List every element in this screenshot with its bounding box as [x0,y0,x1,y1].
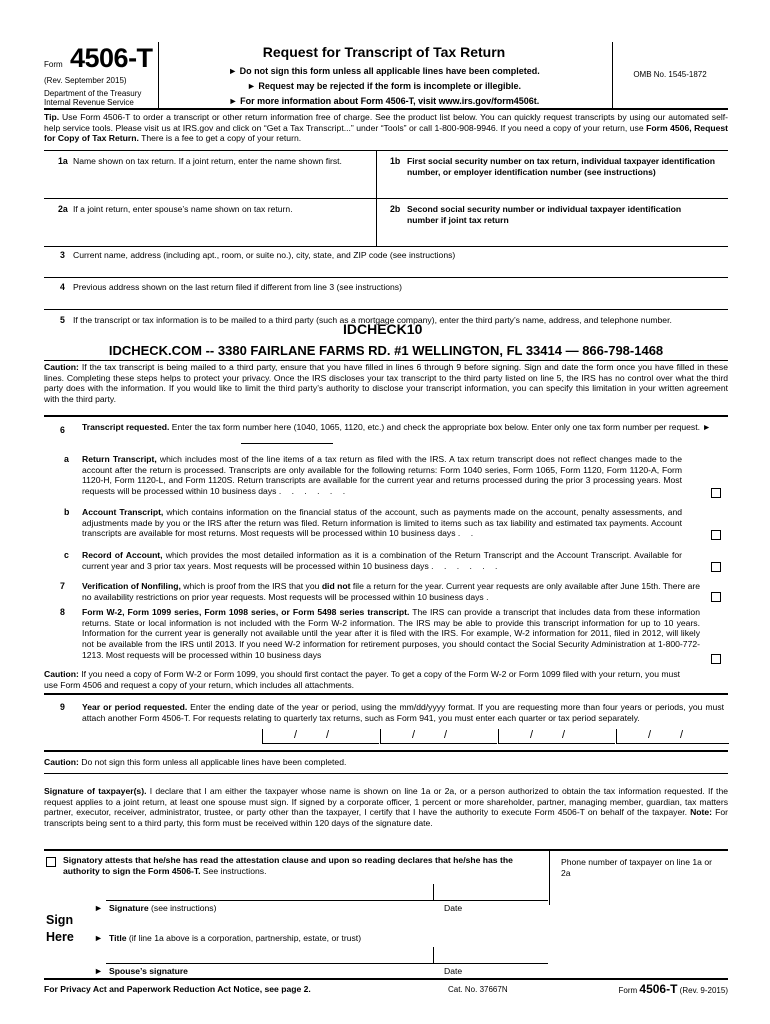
line-8-text: Form W-2, Form 1099 series, Form 1098 series, or Form 5498 series transcript. The IRS can provide a transcript that includes data from these information returns. State or local information is not included with the Form W-2 information. The IRS may be able to provide this transcript information for up to 10 years. Information for the current year is generally not available until the year after it is filed with the IRS. For example, W-2 information for 2011, filed in 2012, will likely not be available from the IRS until 2013. If you need W-2 information for retirement purposes, you should contact the Social Security Administration at 1-800-772-1213. Most requests will be processed within 10 business days [82,607,700,660]
line-6a-text: Return Transcript, which includes most of the line items of a tax return as filed with the IRS. A tax return transcript does not reflect changes made to the account after the return is processed. Transcripts are only available for the following returns: Form 1040 series, Form 1065, Form 1120, Form 1120-A, Form 1120-H, Form 1120-L, and Form 1120S. Return transcripts are available for the current year and returns processed during the prior 3 processing years. Most requests will be processed within 10 business days . . . . . . [82,454,682,497]
period-field-3[interactable] [498,729,615,744]
verification-nonfiling-checkbox[interactable] [711,592,721,602]
account-transcript-checkbox[interactable] [711,530,721,540]
title-arrow: ► [94,933,103,943]
line-1b-label[interactable]: First social security number on tax return, individual taxpayer identification number, or employer identification number (see instructions) [407,156,716,177]
line-2b-label[interactable]: Second social security number or individual taxpayer identification number if joint tax return [407,204,682,225]
notice-2: ► Request may be rejected if the form is incomplete or illegible. [247,81,521,91]
line-4-number: 4 [60,282,65,292]
signature-declaration: Signature of taxpayer(s). I declare that I am either the taxpayer whose name is shown on line 1a or 2a, or a person authorized to obtain the tax information requested. If the request applies to a joint return, at least one spouse must sign. If signed by a corporate officer, 1 percent or more shareholder, partner, managing member, guardian, tax matters partner, executor, receiver, administrator, trustee, or party other than the taxpayer, I certify that I have the authority to execute Form 4506-T on behalf of the taxpayer. Note: For transcripts being sent to a third party, this form must be received within 120 days of the signature date. [44,786,729,829]
agency: Internal Revenue Service [44,98,134,107]
notice-1: ► Do not sign this form unless all applicable lines have been completed. [228,66,540,76]
line-6b-letter: b [64,507,70,517]
line-9-number: 9 [60,702,65,712]
title-field-label[interactable]: Title (if line 1a above is a corporation, partnership, estate, or trust) [109,933,362,943]
privacy-notice: For Privacy Act and Paperwork Reduction Act Notice, see page 2. [44,984,311,994]
notice-3: ► For more information about Form 4506-T, visit www.irs.gov/form4506t. [228,96,540,106]
line-7-text: Verification of Nonfiling, which is proof from the IRS that you did not file a return for the year. Current year requests are only available after June 15th. There are no availability restrictions on prior year requests. Most requests will be processed within 10 business days . [82,581,701,602]
attestation-text: Signatory attests that he/she has read the attestation clause and upon so reading declares that he/she has the authority to sign the Form 4506-T. See instructions. [63,855,513,876]
line-6a-letter: a [64,454,69,464]
signature-arrow: ► [94,903,103,913]
form-revision: (Rev. September 2015) [44,76,127,85]
omb-number: OMB No. 1545-1872 [633,70,707,79]
line-1a-label[interactable]: Name shown on tax return. If a joint return, enter the name shown first. [73,156,342,166]
line-3-label[interactable]: Current name, address (including apt., room, or suite no.), city, state, and ZIP code (see instructions) [73,250,456,260]
form-label: Form [44,60,63,69]
form-number: 4506-T [70,43,153,73]
caution-w2-copy: Caution: If you need a copy of Form W-2 or Form 1099, you should first contact the payer. To get a copy of the Form W-2 or Form 1099 filed with your return, you must use Form 4506 and request a copy of your return, which includes all attachments. [44,669,681,690]
tip-paragraph: Tip. Use Form 4506-T to order a transcript or other return information free of charge. See the product list below. You can quickly request transcripts by using our automated self-help service tools. Please visit us at IRS.gov and click on “Get a Tax Transcript...” under “Tools” or call 1-800-908-9946. If you need a copy of your return, use Form 4506, Request for Copy of Tax Return. There is a fee to get a copy of your return. [44,112,729,144]
period-field-4[interactable] [616,729,729,744]
attestation-checkbox[interactable] [46,857,56,867]
line-6c-text: Record of Account, which provides the most detailed information as it is a combination of the Return Transcript and the Account Transcript. Available for current year and 3 prior tax years. Most requests will be processed within 10 business days . . . . . . [82,550,682,571]
line-2b-number: 2b [390,204,401,214]
line-6b-text: Account Transcript, which contains information on the financial status of the account, such as payments made on the account, penalty assessments, and adjustments made by you or the IRS after the return was filed. Return information is limited to items such as tax liability and estimated tax payments. Account transcripts are available for most returns. Most requests will be processed within 10 business days . . [82,507,683,539]
spouse-arrow: ► [94,966,103,976]
line-5-number: 5 [60,315,65,325]
period-field-2[interactable] [380,729,497,744]
line-2a-label[interactable]: If a joint return, enter spouse’s name shown on tax return. [73,204,293,214]
line-6c-letter: c [64,550,69,560]
line-5-label: If the transcript or tax information is to be mailed to a third party (such as a mortgage company), enter the third party’s name, address, and telephone number. [73,315,672,325]
line-9-text: Year or period requested. Enter the ending date of the year or period, using the mm/dd/yyyy format. If you are requesting more than four years or periods, you must attach another Form 4506-T. For requests relating to quarterly tax returns, such as Form 941, you must enter each quarter or tax period separately. [82,702,724,723]
catalog-number: Cat. No. 37667N [448,985,508,994]
caution-third-party: Caution: If the tax transcript is being mailed to a third party, ensure that you have filled in lines 6 through 9 before signing. Sign and date the form once you have filled in these lines. Completing these steps helps to protect your privacy. Once the IRS discloses your tax transcript to the third party listed on line 5, the IRS has no control over what the third party does with the information. If you would like to limit the third party’s authority to disclose your transcript information, you can specify this limitation in your written agreement with the third party. [44,362,728,405]
signature-line[interactable] [106,885,548,901]
spouse-signature-line[interactable] [106,948,548,964]
signature-field-label: Signature (see instructions) [109,903,217,913]
third-party-address[interactable]: IDCHECK.COM -- 3380 FAIRLANE FARMS RD. #1 WELLINGTON, FL 33414 — 866-798-1468 [108,343,664,358]
line-3-number: 3 [60,250,65,260]
phone-number-label[interactable]: Phone number of taxpayer on line 1a or 2a [561,857,712,878]
department: Department of the Treasury [44,89,142,98]
period-field-1[interactable] [262,729,379,744]
line-1b-number: 1b [390,156,401,166]
sign-label: Sign [46,913,74,927]
line-2a-number: 2a [58,204,68,214]
spouse-date-label: Date [444,966,463,976]
line-6-label: Transcript requested. Enter the tax form number here (1040, 1065, 1120, etc.) and check the appropriate box below. Enter only one tax form number per request. ► [82,422,711,432]
form-4506t-page: Form 4506-T (Rev. September 2015) Department of the Treasury Internal Revenue Service Request for Transcript of Tax Return ► Do not sign this form unless all applicable lines have been completed. ► Request may be rejected if the form is incomplete or illegible. ► For more information about Form 4506-T, visit www.irs.gov/form4506t. OMB No. 1545-1872 Tip. Use Form 4506-T to order a transcript or other return information free of charge. See the product list below. You can quickly request transcripts by using our automated self-help service tools. Please visit us at IRS.gov and click on “Get a Tax Transcript...” under “Tools” or call 1-800-908-9946. If you need a copy of your return, use Form 4506, Request for Copy of Tax Return. There is a fee to get a copy of your return. 1a Name shown on tax return. If a joint return, enter the name shown first. 1b First social security number on tax return, individual taxpayer identification number, or employer identification number (see instructions) 2a If a joint return, enter spouse’s name shown on tax return. 2b Second social security number or individual taxpayer identification number if joint tax return 3 Current name, address (including apt., room, or suite no.), city, state, and ZIP code (see instructions) 4 Previous address shown on the last return filed if different from line 3 (see instructions) 5 If the transcript or tax information is to be mailed to a third party (such as a mortgage company), enter the third party’s name, address, and telephone number. IDCHECK10 IDCHECK.COM -- 3380 FAIRLANE FARMS RD. #1 WELLINGTON, FL 33414 — 866-798-1468 Caution: If the tax transcript is being mailed to a third party, ensure that you have filled in lines 6 through 9 before signing. Sign and date the form once you have filled in these lines. Completing these steps helps to protect your privacy. Once the IRS discloses your tax transcript to the third party listed on line 5, the IRS has no control over what the third party does with the information. If you would like to limit the third party’s authority to disclose your transcript information, you can specify this limitation in your written agreement with the third party. 6 Transcript requested. Enter the tax form number here (1040, 1065, 1120, etc.) and check the appropriate box below. Enter only one tax form number per request. ► a Return Transcript, which includes most of the line items of a tax return as filed with the IRS. A tax return transcript does not reflect changes made to the account after the return is processed. Transcripts are only available for the following returns: Form 1040 series, Form 1065, Form 1120, Form 1120-A, Form 1120-H, Form 1120-L, and Form 1120S. Return transcripts are available for the current year and returns processed during the prior 3 processing years. Most requests will be processed within 10 business days . . . . . . b Account Transcript, which contains information on the financial status of the account, such as payments made on the account, penalty assessments, and adjustments made by you or the IRS after the return was filed. Return information is limited to items such as tax liability and estimated tax payments. Account transcripts are available for most returns. Most requests will be processed within 10 business days . . c Record of Account, which provides the most detailed information as it is a combination of the Return Transcript and the Account Transcript. Available for current year and 3 prior tax years. Most requests will be processed within 10 business days . . . . . . 7 Verification of Nonfiling, which is proof from the IRS that you did not file a return for the year. Current year requests are only available after June 15th. There are no availability restrictions on prior year requests. Most requests will be processed within 10 business days . 8 Form W-2, Form 1099 series, Form 1098 series, or Form 5498 series transcript. The IRS can provide a transcript that includes data from these information returns. State or local information is not included with the Form W-2 information. The IRS may be able to provide this transcript information for up to 10 years. Information for the current year is generally not available until the year after it is filed with the IRS. For example, W-2 information for 2011, filed in 2012, will likely not be available from the IRS until 2013. If you need W-2 information for retirement purposes, you should contact the Social Security Administration at 1-800-772-1213. Most requests will be processed within 10 business days Caution: If you need a copy of Form W-2 or Form 1099, you should first contact the payer. To get a copy of the Form W-2 or Form 1099 filed with your return, you must use Form 4506 and request a copy of your return, which includes all attachments. 9 Year or period requested. Enter the ending date of the year or period, using the mm/dd/yyyy format. If you are requesting more than four years or periods, you must attach another Form 4506-T. For requests relating to quarterly tax returns, such as Form 941, you must enter each quarter or tax period separately. / / / / / / / / Caution: Do not sign this form unless all applicable lines have been completed. Signature of taxpayer(s). I declare that I am either the taxpayer whose name is shown on line 1a or 2a, or a person authorized to obtain the tax information requested. If the request applies to a joint return, at least one spouse must sign. If signed by a corporate officer, 1 percent or more shareholder, partner, managing member, guardian, tax matters partner, executor, receiver, administrator, trustee, or party other than the taxpayer, I certify that I have the authority to execute Form 4506-T on behalf of the taxpayer. Note: For transcripts being sent to a third party, this form must be received within 120 days of the signature date. Signatory attests that he/she has read the attestation clause and upon so reading declares that he/she has the authority to sign the Form 4506-T. See instructions. Phone number of taxpayer on line 1a or 2a Sign Here ► Signature (see instructions) Date ► Title (if line 1a above is a corporation, partnership, estate, or trust) ► Spouse’s signature Date For Privacy Act and Paperwork Reduction Act Notice, see page 2. Cat. No. 37667N Form 4506-T (Rev. 9-2015) [44,43,729,996]
spouse-signature-label: Spouse’s signature [109,966,188,976]
line-6-number: 6 [60,425,65,435]
line-4-label[interactable]: Previous address shown on the last return filed if different from line 3 (see instructions) [73,282,402,292]
line-7-number: 7 [60,581,65,591]
caution-do-not-sign: Caution: Do not sign this form unless all applicable lines have been completed. [44,757,347,767]
form-title: Request for Transcript of Tax Return [262,44,506,60]
form-w2-transcript-checkbox[interactable] [711,654,721,664]
line-1a-number: 1a [58,156,68,166]
record-of-account-checkbox[interactable] [711,562,721,572]
return-transcript-checkbox[interactable] [711,488,721,498]
footer-form-id: Form 4506-T (Rev. 9-2015) [618,982,728,996]
here-label: Here [46,930,74,944]
signature-date-label: Date [444,903,463,913]
third-party-name[interactable]: IDCHECK10 [343,321,423,337]
line-8-number: 8 [60,607,65,617]
tax-form-number-input[interactable] [241,433,333,444]
